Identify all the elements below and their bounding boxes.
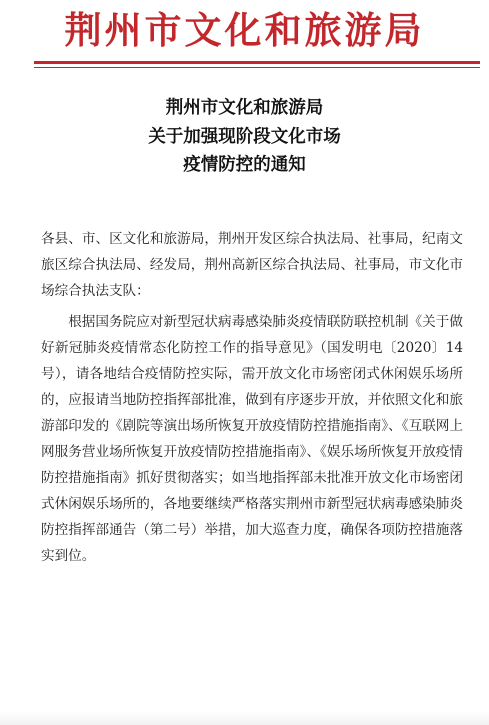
masthead-title: 荆州市文化和旅游局	[64, 8, 425, 52]
title-line-1: 荆州市文化和旅游局	[165, 98, 324, 118]
masthead-rule-thin	[34, 67, 480, 68]
title-line-2: 关于加强现阶段文化市场	[148, 126, 341, 147]
page-bottom-edge	[0, 711, 489, 725]
addressee-paragraph: 各县、市、区文化和旅游局，荆州开发区综合执法局、社事局，纪南文旅区综合执法局、经发局，荆州高新区综合执法局、社事局，市文化市场综合执法支队：	[41, 231, 463, 299]
document-title	[0, 94, 489, 180]
main-paragraph: 根据国务院应对新型冠状病毒感染肺炎疫情联防联控机制《关于做好新冠肺炎疫情常态化防控工作的指导意见》（国发明电〔2020〕14号），请各地结合疫情防控实际，需开放文化市场密闭式休闲娱乐场所的，应报请当地防控指挥部批准，做到有序逐步开放，并依照文化和旅游部印发的《剧院等演出场所恢复开放疫情防控措施指南》、《互联网上网服务营业场所恢复开放疫情防控措施指南》、《娱乐场所恢复开放疫情防控措施指南》抓好贯彻落实；如当地指挥部未批准开放文化市场密闭式休闲娱乐场所的，各地要继续严格落实荆州市新型冠状病毒感染肺炎防控指挥部通告（第二号）举措，加大巡查力度，确保各项防控措施落实到位。	[41, 314, 463, 564]
masthead-rule-thick	[34, 61, 480, 64]
document-body	[41, 226, 463, 569]
title-line-3: 疫情防控的通知	[183, 155, 306, 175]
